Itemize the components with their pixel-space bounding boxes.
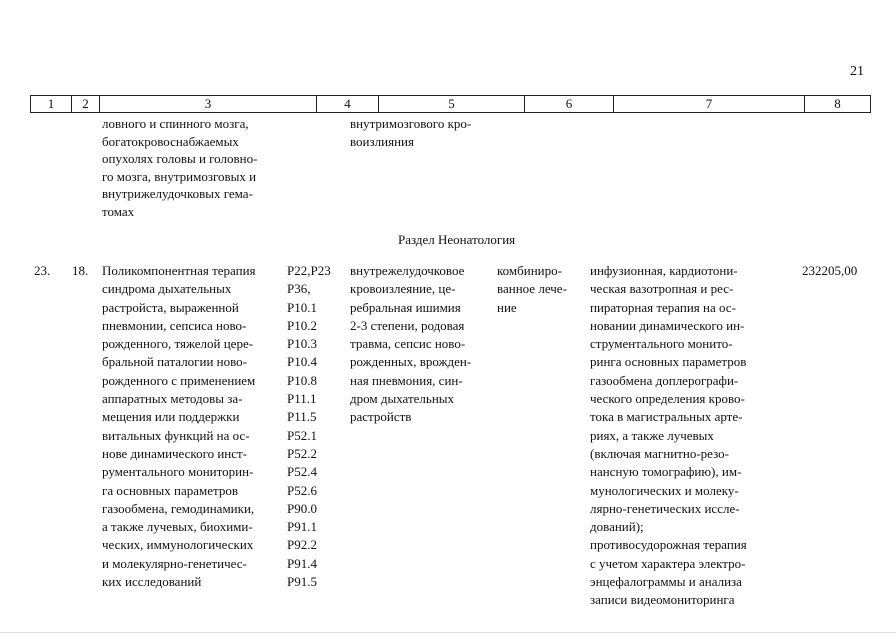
- text-line: Поликомпонентная терапия: [102, 263, 256, 278]
- text-line: опухолях головы и головно-: [102, 151, 258, 167]
- column-header-8: 8: [805, 96, 871, 113]
- text-line: рожденных, врожден-: [350, 354, 472, 370]
- text-line: (включая магнитно-резо-: [590, 445, 729, 461]
- text-line: P91.1: [287, 519, 317, 535]
- page-number: 21: [850, 64, 864, 79]
- text-line: комбиниро-: [497, 263, 562, 278]
- text-line: P36,: [287, 281, 311, 297]
- text-line: ких исследований: [102, 574, 202, 590]
- text-line: рожденного с применением: [102, 372, 256, 388]
- text-line: рументального мониторин-: [102, 464, 254, 480]
- text-line: рожденного, тяжелой цере-: [102, 336, 254, 352]
- column-header-5: 5: [379, 96, 525, 113]
- column-header-6: 6: [525, 96, 614, 113]
- text-line: травма, сепсис ново-: [350, 336, 466, 352]
- text-line: инфузионная, кардиотони-: [590, 263, 738, 278]
- text-line: аппаратных методовы за-: [102, 391, 243, 407]
- column-header-3: 3: [100, 96, 317, 113]
- row-methods: [590, 262, 773, 610]
- text-line: лярно-генетических иссле-: [590, 500, 740, 516]
- text-line: витальных функций на ос-: [102, 427, 250, 443]
- text-line: синдрома дыхательных: [102, 281, 232, 297]
- text-line: записи видеомониторинга: [590, 592, 735, 608]
- text-line: дром дыхательных: [350, 391, 455, 407]
- column-header-row: [31, 96, 871, 113]
- row-cost: 232205,00: [802, 263, 858, 278]
- text-line: мещения или поддержки: [102, 409, 240, 425]
- text-line: P10.4: [287, 354, 317, 370]
- text-line: газообмена, гемодинамики,: [102, 500, 255, 516]
- text-line: противосудорожная терапия: [590, 537, 747, 553]
- text-line: риях, а также лучевых: [590, 427, 714, 443]
- text-line: богатокровоснабжаемых: [102, 133, 239, 149]
- row-treatment-type: [497, 262, 585, 317]
- row-diagnosis: [350, 262, 490, 427]
- text-line: P10.1: [287, 299, 317, 315]
- text-line: мунологических и молеку-: [590, 482, 739, 498]
- text-line: P52.4: [287, 464, 317, 480]
- text-line: ческая вазотропная и рес-: [590, 281, 734, 297]
- text-line: а также лучевых, биохими-: [102, 519, 253, 535]
- text-line: кровоизлеяние, це-: [350, 281, 456, 297]
- row-codes: [287, 262, 347, 591]
- column-header-7: 7: [614, 96, 805, 113]
- text-line: газообмена доплерографи-: [590, 372, 739, 388]
- text-line: 2-3 степени, родовая: [350, 317, 465, 333]
- text-line: бральной паталогии ново-: [102, 354, 248, 370]
- text-line: с учетом характера электро-: [590, 555, 746, 571]
- text-line: го мозга, внутримозговых и: [102, 168, 257, 184]
- text-line: растройста, выраженной: [102, 299, 239, 315]
- text-line: нансную томографию), им-: [590, 464, 742, 480]
- text-line: P91.4: [287, 555, 317, 571]
- text-line: пневмонии, сепсиса ново-: [102, 317, 247, 333]
- text-line: внутримозгового кро-: [350, 116, 472, 131]
- continuation-diagnosis: [350, 115, 490, 150]
- text-line: ребральная ишимия: [350, 299, 461, 315]
- text-line: P52.2: [287, 445, 317, 461]
- text-line: P92.2: [287, 537, 317, 553]
- text-line: ная пневмония, син-: [350, 372, 463, 388]
- scan-edge-line: [0, 632, 896, 633]
- text-line: P11.1: [287, 391, 317, 407]
- text-line: P91.5: [287, 574, 317, 590]
- text-line: ческого определения крово-: [590, 391, 745, 407]
- row-description: [102, 262, 284, 591]
- text-line: энцефалограммы и анализа: [590, 574, 742, 590]
- text-line: P52.1: [287, 427, 317, 443]
- text-line: P52.6: [287, 482, 317, 498]
- text-line: внутрежелудочковое: [350, 263, 465, 278]
- text-line: новании динамического ин-: [590, 317, 745, 333]
- column-header-2: 2: [72, 96, 100, 113]
- text-line: ческих, иммунологических: [102, 537, 254, 553]
- section-title: Раздел Неонатология: [398, 232, 516, 247]
- text-line: и молекулярно-генетичес-: [102, 555, 247, 571]
- text-line: ние: [497, 299, 517, 315]
- text-line: P10.8: [287, 372, 317, 388]
- text-line: струментального монито-: [590, 336, 733, 352]
- text-line: P10.2: [287, 317, 317, 333]
- column-header-table: [30, 95, 871, 113]
- text-line: тока в магистральных арте-: [590, 409, 743, 425]
- text-line: ванное лече-: [497, 281, 567, 297]
- text-line: ринга основных параметров: [590, 354, 747, 370]
- text-line: нове динамического инст-: [102, 445, 248, 461]
- text-line: P10.3: [287, 336, 317, 352]
- text-line: внутрижелудочковых гема-: [102, 186, 253, 202]
- column-header-1: 1: [31, 96, 72, 113]
- row-subnumber: 18.: [72, 263, 89, 278]
- column-header-4: 4: [317, 96, 379, 113]
- text-line: P11.5: [287, 409, 317, 425]
- row-number: 23.: [34, 263, 51, 278]
- text-line: ловного и спинного мозга,: [102, 116, 249, 131]
- text-line: P90.0: [287, 500, 317, 516]
- text-line: пираторная терапия на ос-: [590, 299, 736, 315]
- text-line: P22,P23: [287, 263, 331, 278]
- continuation-description: [102, 115, 284, 221]
- text-line: воизлияния: [350, 133, 414, 149]
- text-line: дований);: [590, 519, 644, 535]
- text-line: растройств: [350, 409, 412, 425]
- text-line: га основных параметров: [102, 482, 238, 498]
- text-line: томах: [102, 203, 135, 219]
